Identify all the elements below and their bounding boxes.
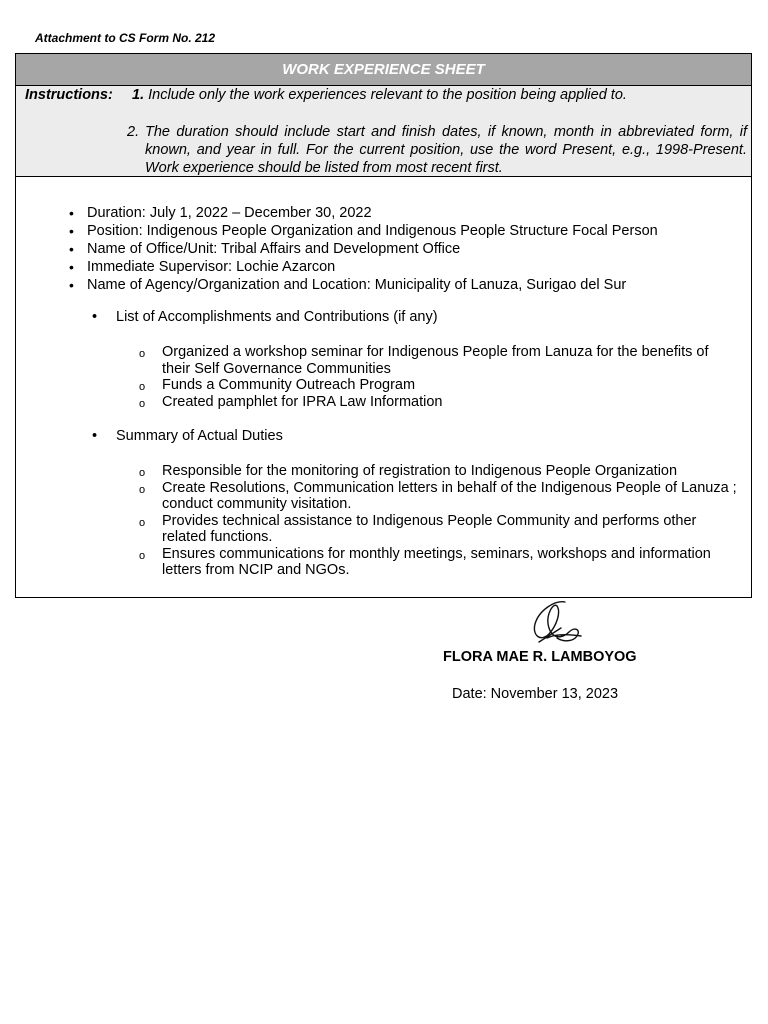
- duties-heading: • Summary of Actual Duties: [92, 427, 283, 445]
- sheet-title: WORK EXPERIENCE SHEET: [16, 54, 751, 86]
- handwritten-signature: [527, 598, 585, 650]
- accomplishment-item: o Organized a workshop seminar for Indigenous People from Lanuza for the benefits of their Self Governance Communities: [139, 344, 739, 377]
- duty-item: o Create Resolutions, Communication letters in behalf of the Indigenous People of Lanuza ; conduct community visitation.: [139, 480, 739, 513]
- detail-position: • Position: Indigenous People Organization and Indigenous People Structure Focal Person: [69, 222, 658, 240]
- duty-item: o Provides technical assistance to Indigenous People Community and performs other related functions.: [139, 513, 739, 546]
- instruction-1-text: Include only the work experiences relevant to the position being applied to.: [148, 87, 627, 103]
- instruction-item-2: [127, 123, 747, 177]
- duty-item: o Ensures communications for monthly meetings, seminars, workshops and information letters from NCIP and NGOs.: [139, 546, 739, 579]
- accomplishment-item: o Funds a Community Outreach Program: [139, 377, 739, 394]
- instructions-label: Instructions:: [25, 87, 113, 103]
- instruction-2-text: The duration should include start and finish dates, if known, month in abbreviated form, if known, and year in full. For the current position, use the word Present, e.g., 1998-Present. Work experience should be listed from most recent first.: [145, 124, 747, 176]
- accomplishment-item: o Created pamphlet for IPRA Law Information: [139, 394, 739, 411]
- detail-office: • Name of Office/Unit: Tribal Affairs and Development Office: [69, 240, 658, 258]
- attachment-label: Attachment to CS Form No. 212: [35, 31, 216, 45]
- signed-date: Date: November 13, 2023: [452, 686, 619, 702]
- accomplishments-list: [139, 344, 739, 410]
- work-experience-sheet: [15, 53, 752, 598]
- duties-list: [139, 463, 739, 579]
- instruction-1-number: 1.: [132, 87, 145, 103]
- detail-duration: • Duration: July 1, 2022 – December 30, 2022: [69, 204, 658, 222]
- accomplishments-heading: • List of Accomplishments and Contributions (if any): [92, 308, 438, 326]
- detail-supervisor: • Immediate Supervisor: Lochie Azarcon: [69, 258, 658, 276]
- instruction-2-number: 2.: [127, 124, 140, 140]
- experience-details-list: [69, 204, 658, 294]
- instructions-section: [16, 86, 751, 177]
- detail-agency: • Name of Agency/Organization and Location: Municipality of Lanuza, Surigao del Sur: [69, 276, 658, 294]
- duty-item: o Responsible for the monitoring of registration to Indigenous People Organization: [139, 463, 739, 480]
- instruction-item-1: [132, 87, 627, 103]
- signer-name: FLORA MAE R. LAMBOYOG: [443, 649, 637, 665]
